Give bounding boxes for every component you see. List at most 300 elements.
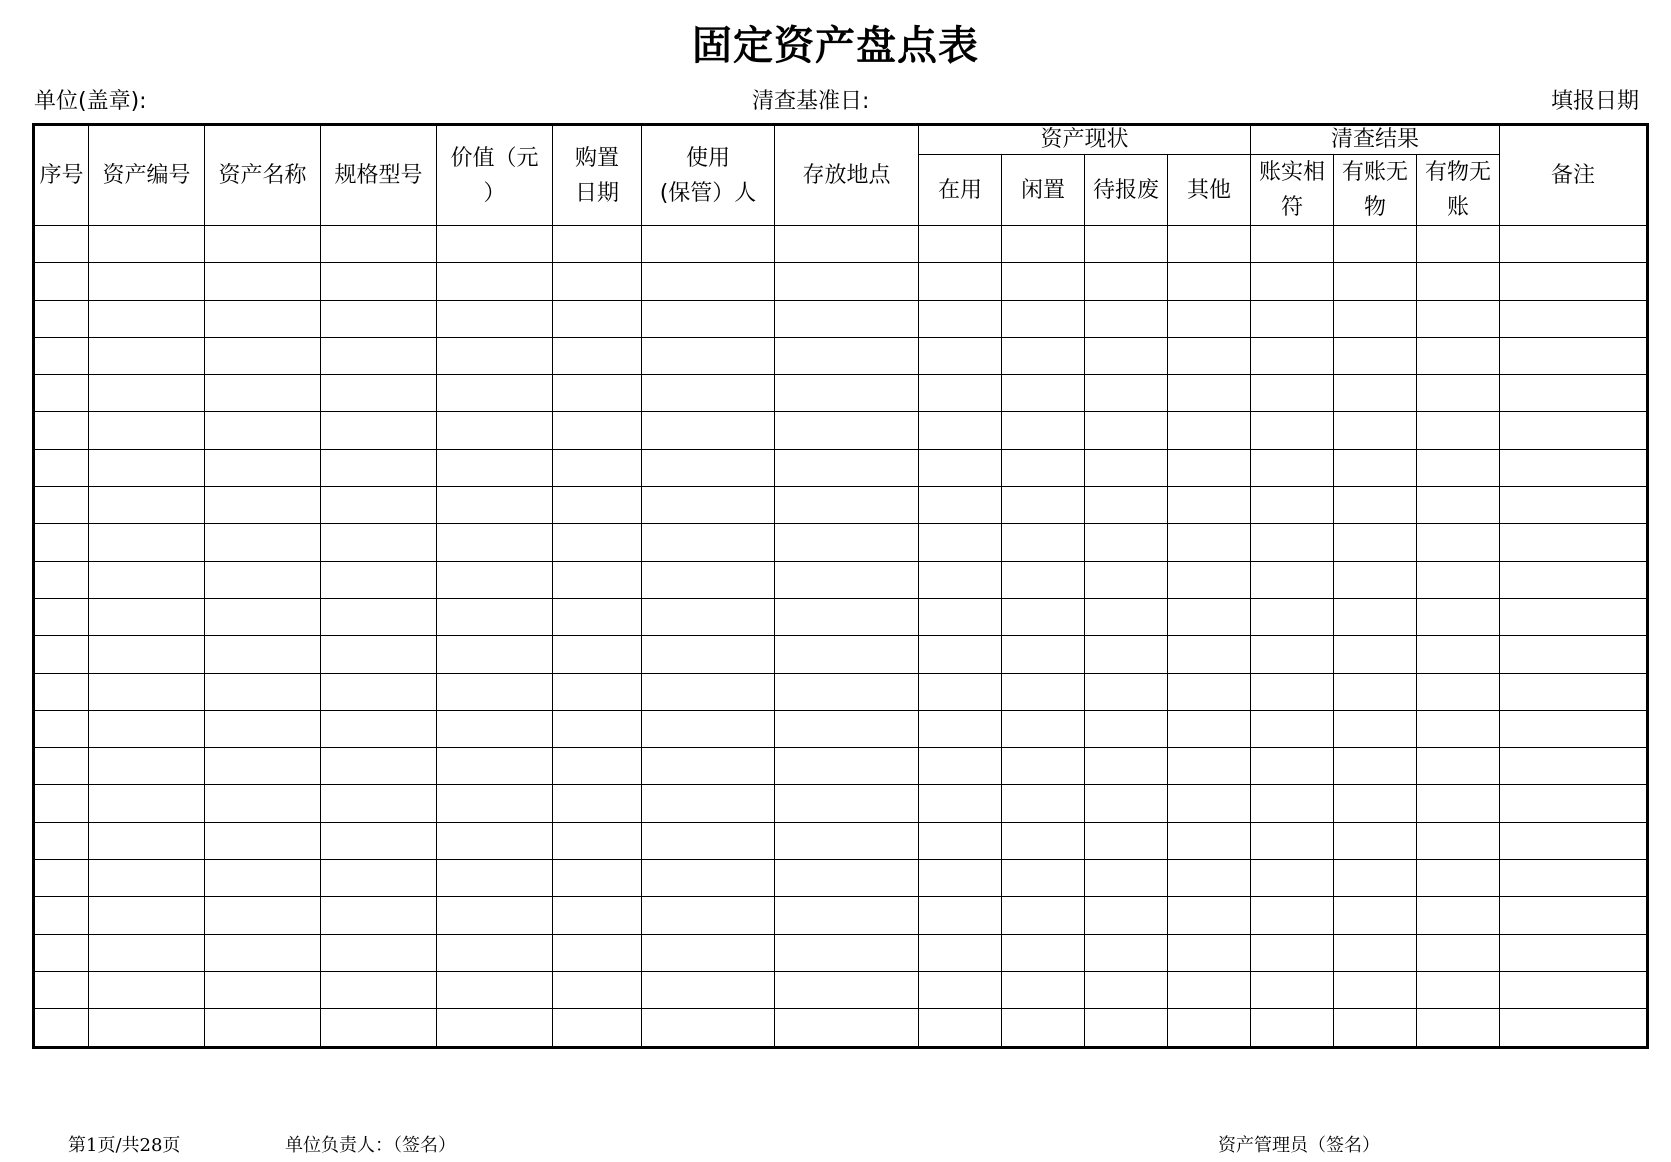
table-cell[interactable]	[321, 636, 437, 673]
table-cell[interactable]	[1334, 971, 1417, 1008]
table-cell[interactable]	[1002, 449, 1085, 486]
table-cell[interactable]	[34, 748, 89, 785]
table-cell[interactable]	[205, 748, 321, 785]
table-cell[interactable]	[34, 226, 89, 263]
table-cell[interactable]	[205, 673, 321, 710]
table-cell[interactable]	[1500, 822, 1648, 859]
table-cell[interactable]	[437, 449, 553, 486]
table-cell[interactable]	[1417, 822, 1500, 859]
table-cell[interactable]	[642, 1009, 775, 1047]
table-cell[interactable]	[1002, 487, 1085, 524]
table-cell[interactable]	[1085, 822, 1168, 859]
table-cell[interactable]	[553, 524, 642, 561]
table-cell[interactable]	[1002, 860, 1085, 897]
table-cell[interactable]	[919, 375, 1002, 412]
table-cell[interactable]	[775, 300, 919, 337]
table-cell[interactable]	[553, 636, 642, 673]
table-cell[interactable]	[553, 710, 642, 747]
table-cell[interactable]	[919, 636, 1002, 673]
table-cell[interactable]	[1251, 785, 1334, 822]
table-cell[interactable]	[321, 337, 437, 374]
table-cell[interactable]	[642, 860, 775, 897]
table-cell[interactable]	[642, 785, 775, 822]
table-cell[interactable]	[1334, 226, 1417, 263]
table-cell[interactable]	[553, 337, 642, 374]
table-cell[interactable]	[1085, 1009, 1168, 1047]
table-cell[interactable]	[1002, 300, 1085, 337]
table-cell[interactable]	[1417, 860, 1500, 897]
table-cell[interactable]	[553, 449, 642, 486]
table-cell[interactable]	[1085, 748, 1168, 785]
table-cell[interactable]	[1417, 971, 1500, 1008]
table-cell[interactable]	[437, 487, 553, 524]
table-cell[interactable]	[553, 897, 642, 934]
table-cell[interactable]	[553, 375, 642, 412]
table-cell[interactable]	[1500, 524, 1648, 561]
table-cell[interactable]	[1251, 673, 1334, 710]
table-cell[interactable]	[321, 300, 437, 337]
table-cell[interactable]	[1334, 449, 1417, 486]
table-cell[interactable]	[34, 524, 89, 561]
table-cell[interactable]	[34, 1009, 89, 1047]
table-cell[interactable]	[321, 822, 437, 859]
table-cell[interactable]	[919, 300, 1002, 337]
table-cell[interactable]	[642, 375, 775, 412]
table-cell[interactable]	[775, 598, 919, 635]
table-cell[interactable]	[205, 897, 321, 934]
table-cell[interactable]	[1002, 748, 1085, 785]
table-cell[interactable]	[321, 971, 437, 1008]
table-cell[interactable]	[437, 710, 553, 747]
table-cell[interactable]	[1002, 226, 1085, 263]
table-cell[interactable]	[642, 673, 775, 710]
table-cell[interactable]	[89, 710, 205, 747]
table-cell[interactable]	[553, 822, 642, 859]
table-cell[interactable]	[919, 822, 1002, 859]
table-cell[interactable]	[1168, 785, 1251, 822]
table-cell[interactable]	[1002, 897, 1085, 934]
table-cell[interactable]	[205, 822, 321, 859]
table-cell[interactable]	[34, 673, 89, 710]
table-cell[interactable]	[1417, 710, 1500, 747]
table-cell[interactable]	[775, 748, 919, 785]
table-cell[interactable]	[775, 785, 919, 822]
table-cell[interactable]	[89, 934, 205, 971]
table-cell[interactable]	[642, 971, 775, 1008]
table-cell[interactable]	[205, 300, 321, 337]
table-cell[interactable]	[205, 971, 321, 1008]
table-cell[interactable]	[919, 598, 1002, 635]
table-cell[interactable]	[642, 524, 775, 561]
table-cell[interactable]	[437, 263, 553, 300]
table-cell[interactable]	[553, 934, 642, 971]
table-cell[interactable]	[321, 673, 437, 710]
table-cell[interactable]	[919, 561, 1002, 598]
table-cell[interactable]	[321, 1009, 437, 1047]
table-cell[interactable]	[1002, 785, 1085, 822]
table-cell[interactable]	[1168, 673, 1251, 710]
table-cell[interactable]	[1251, 449, 1334, 486]
table-cell[interactable]	[1168, 226, 1251, 263]
table-cell[interactable]	[1002, 337, 1085, 374]
table-cell[interactable]	[205, 412, 321, 449]
table-cell[interactable]	[1168, 897, 1251, 934]
table-cell[interactable]	[1334, 412, 1417, 449]
table-cell[interactable]	[34, 636, 89, 673]
table-cell[interactable]	[919, 934, 1002, 971]
table-cell[interactable]	[1417, 300, 1500, 337]
table-cell[interactable]	[321, 710, 437, 747]
table-cell[interactable]	[89, 487, 205, 524]
table-cell[interactable]	[1251, 524, 1334, 561]
table-cell[interactable]	[1168, 934, 1251, 971]
table-cell[interactable]	[1417, 449, 1500, 486]
table-cell[interactable]	[437, 934, 553, 971]
table-cell[interactable]	[919, 971, 1002, 1008]
table-cell[interactable]	[553, 412, 642, 449]
table-cell[interactable]	[1085, 785, 1168, 822]
table-cell[interactable]	[919, 524, 1002, 561]
table-cell[interactable]	[89, 375, 205, 412]
table-cell[interactable]	[1251, 934, 1334, 971]
table-cell[interactable]	[205, 934, 321, 971]
table-cell[interactable]	[1085, 263, 1168, 300]
table-cell[interactable]	[89, 300, 205, 337]
table-cell[interactable]	[1417, 636, 1500, 673]
table-cell[interactable]	[1085, 710, 1168, 747]
table-cell[interactable]	[1085, 412, 1168, 449]
table-cell[interactable]	[89, 412, 205, 449]
table-cell[interactable]	[205, 785, 321, 822]
table-cell[interactable]	[321, 561, 437, 598]
table-cell[interactable]	[1168, 598, 1251, 635]
table-cell[interactable]	[1085, 934, 1168, 971]
table-cell[interactable]	[1334, 673, 1417, 710]
table-cell[interactable]	[553, 263, 642, 300]
table-cell[interactable]	[1334, 524, 1417, 561]
table-cell[interactable]	[1500, 897, 1648, 934]
table-cell[interactable]	[89, 524, 205, 561]
table-cell[interactable]	[1251, 860, 1334, 897]
table-cell[interactable]	[1002, 263, 1085, 300]
table-cell[interactable]	[1251, 1009, 1334, 1047]
table-cell[interactable]	[553, 487, 642, 524]
table-cell[interactable]	[205, 1009, 321, 1047]
table-cell[interactable]	[321, 785, 437, 822]
table-cell[interactable]	[1500, 710, 1648, 747]
table-cell[interactable]	[89, 673, 205, 710]
table-cell[interactable]	[1500, 636, 1648, 673]
table-cell[interactable]	[321, 524, 437, 561]
table-cell[interactable]	[775, 934, 919, 971]
table-cell[interactable]	[1500, 487, 1648, 524]
table-cell[interactable]	[1334, 897, 1417, 934]
table-cell[interactable]	[1085, 673, 1168, 710]
table-cell[interactable]	[1500, 449, 1648, 486]
table-cell[interactable]	[205, 860, 321, 897]
table-cell[interactable]	[1334, 487, 1417, 524]
table-cell[interactable]	[553, 226, 642, 263]
table-cell[interactable]	[321, 598, 437, 635]
table-cell[interactable]	[1168, 561, 1251, 598]
table-cell[interactable]	[321, 263, 437, 300]
table-cell[interactable]	[1085, 375, 1168, 412]
table-cell[interactable]	[775, 226, 919, 263]
table-cell[interactable]	[1168, 300, 1251, 337]
table-cell[interactable]	[1168, 822, 1251, 859]
table-cell[interactable]	[1500, 860, 1648, 897]
table-cell[interactable]	[1500, 412, 1648, 449]
table-cell[interactable]	[1334, 860, 1417, 897]
table-cell[interactable]	[34, 971, 89, 1008]
table-cell[interactable]	[1334, 748, 1417, 785]
table-cell[interactable]	[642, 487, 775, 524]
table-cell[interactable]	[437, 785, 553, 822]
table-cell[interactable]	[89, 636, 205, 673]
table-cell[interactable]	[775, 897, 919, 934]
table-cell[interactable]	[919, 449, 1002, 486]
table-cell[interactable]	[205, 487, 321, 524]
table-cell[interactable]	[919, 748, 1002, 785]
table-cell[interactable]	[919, 785, 1002, 822]
table-cell[interactable]	[321, 897, 437, 934]
table-cell[interactable]	[1168, 860, 1251, 897]
table-cell[interactable]	[321, 375, 437, 412]
table-cell[interactable]	[775, 561, 919, 598]
table-cell[interactable]	[89, 598, 205, 635]
table-cell[interactable]	[1417, 412, 1500, 449]
table-cell[interactable]	[1002, 375, 1085, 412]
table-cell[interactable]	[1002, 598, 1085, 635]
table-cell[interactable]	[642, 934, 775, 971]
table-cell[interactable]	[1251, 412, 1334, 449]
table-cell[interactable]	[1500, 300, 1648, 337]
table-cell[interactable]	[89, 971, 205, 1008]
table-cell[interactable]	[1085, 971, 1168, 1008]
table-cell[interactable]	[919, 860, 1002, 897]
table-cell[interactable]	[1002, 524, 1085, 561]
table-cell[interactable]	[553, 561, 642, 598]
table-cell[interactable]	[321, 748, 437, 785]
table-cell[interactable]	[775, 860, 919, 897]
table-cell[interactable]	[34, 860, 89, 897]
table-cell[interactable]	[1500, 375, 1648, 412]
table-cell[interactable]	[642, 226, 775, 263]
table-cell[interactable]	[1251, 748, 1334, 785]
table-cell[interactable]	[1417, 561, 1500, 598]
table-cell[interactable]	[1334, 561, 1417, 598]
table-cell[interactable]	[89, 449, 205, 486]
table-cell[interactable]	[89, 1009, 205, 1047]
table-cell[interactable]	[1334, 710, 1417, 747]
table-cell[interactable]	[437, 971, 553, 1008]
table-cell[interactable]	[642, 337, 775, 374]
table-cell[interactable]	[775, 449, 919, 486]
table-cell[interactable]	[321, 487, 437, 524]
table-cell[interactable]	[1085, 636, 1168, 673]
table-cell[interactable]	[34, 449, 89, 486]
table-cell[interactable]	[1251, 300, 1334, 337]
table-cell[interactable]	[437, 226, 553, 263]
table-cell[interactable]	[1085, 860, 1168, 897]
table-cell[interactable]	[553, 300, 642, 337]
table-cell[interactable]	[205, 337, 321, 374]
table-cell[interactable]	[437, 822, 553, 859]
table-cell[interactable]	[553, 785, 642, 822]
table-cell[interactable]	[1251, 561, 1334, 598]
table-cell[interactable]	[1168, 710, 1251, 747]
table-cell[interactable]	[34, 412, 89, 449]
table-cell[interactable]	[437, 300, 553, 337]
table-cell[interactable]	[775, 337, 919, 374]
table-cell[interactable]	[1500, 337, 1648, 374]
table-cell[interactable]	[34, 300, 89, 337]
table-cell[interactable]	[1085, 561, 1168, 598]
table-cell[interactable]	[553, 971, 642, 1008]
table-cell[interactable]	[205, 524, 321, 561]
table-cell[interactable]	[1168, 524, 1251, 561]
table-cell[interactable]	[1168, 636, 1251, 673]
table-cell[interactable]	[642, 561, 775, 598]
table-cell[interactable]	[437, 375, 553, 412]
table-cell[interactable]	[1417, 263, 1500, 300]
table-cell[interactable]	[775, 412, 919, 449]
table-cell[interactable]	[1334, 300, 1417, 337]
table-cell[interactable]	[437, 636, 553, 673]
table-cell[interactable]	[775, 487, 919, 524]
table-cell[interactable]	[1500, 748, 1648, 785]
table-cell[interactable]	[553, 1009, 642, 1047]
table-cell[interactable]	[642, 300, 775, 337]
table-cell[interactable]	[1168, 487, 1251, 524]
table-cell[interactable]	[1417, 897, 1500, 934]
table-cell[interactable]	[1500, 934, 1648, 971]
table-cell[interactable]	[1334, 375, 1417, 412]
table-cell[interactable]	[1417, 748, 1500, 785]
table-cell[interactable]	[1002, 822, 1085, 859]
table-cell[interactable]	[1417, 598, 1500, 635]
table-cell[interactable]	[34, 561, 89, 598]
table-cell[interactable]	[1500, 1009, 1648, 1047]
table-cell[interactable]	[775, 822, 919, 859]
table-cell[interactable]	[1500, 971, 1648, 1008]
table-cell[interactable]	[1168, 375, 1251, 412]
table-cell[interactable]	[437, 1009, 553, 1047]
table-cell[interactable]	[642, 897, 775, 934]
table-cell[interactable]	[1168, 748, 1251, 785]
table-cell[interactable]	[1500, 673, 1648, 710]
table-cell[interactable]	[1334, 263, 1417, 300]
table-cell[interactable]	[437, 598, 553, 635]
table-cell[interactable]	[34, 337, 89, 374]
table-cell[interactable]	[1168, 263, 1251, 300]
table-cell[interactable]	[775, 673, 919, 710]
table-cell[interactable]	[34, 710, 89, 747]
table-cell[interactable]	[1085, 598, 1168, 635]
table-cell[interactable]	[1002, 673, 1085, 710]
table-cell[interactable]	[89, 337, 205, 374]
table-cell[interactable]	[775, 636, 919, 673]
table-cell[interactable]	[1085, 337, 1168, 374]
table-cell[interactable]	[642, 636, 775, 673]
table-cell[interactable]	[1334, 598, 1417, 635]
table-cell[interactable]	[1334, 785, 1417, 822]
table-cell[interactable]	[1002, 412, 1085, 449]
table-cell[interactable]	[1251, 710, 1334, 747]
table-cell[interactable]	[34, 375, 89, 412]
table-cell[interactable]	[642, 710, 775, 747]
table-cell[interactable]	[642, 412, 775, 449]
table-cell[interactable]	[1002, 561, 1085, 598]
table-cell[interactable]	[1251, 897, 1334, 934]
table-cell[interactable]	[89, 860, 205, 897]
table-cell[interactable]	[919, 673, 1002, 710]
table-cell[interactable]	[34, 598, 89, 635]
table-cell[interactable]	[89, 263, 205, 300]
table-cell[interactable]	[1085, 897, 1168, 934]
table-cell[interactable]	[553, 673, 642, 710]
table-cell[interactable]	[205, 710, 321, 747]
table-cell[interactable]	[34, 263, 89, 300]
table-cell[interactable]	[89, 226, 205, 263]
table-cell[interactable]	[205, 636, 321, 673]
table-cell[interactable]	[1002, 636, 1085, 673]
table-cell[interactable]	[205, 226, 321, 263]
table-cell[interactable]	[553, 748, 642, 785]
table-cell[interactable]	[1002, 1009, 1085, 1047]
table-cell[interactable]	[642, 449, 775, 486]
table-cell[interactable]	[1500, 263, 1648, 300]
table-cell[interactable]	[1002, 971, 1085, 1008]
table-cell[interactable]	[1168, 449, 1251, 486]
table-cell[interactable]	[1251, 375, 1334, 412]
table-cell[interactable]	[1417, 1009, 1500, 1047]
table-cell[interactable]	[642, 748, 775, 785]
table-cell[interactable]	[1251, 822, 1334, 859]
table-cell[interactable]	[1251, 598, 1334, 635]
table-cell[interactable]	[34, 934, 89, 971]
table-cell[interactable]	[1251, 636, 1334, 673]
table-cell[interactable]	[642, 598, 775, 635]
table-cell[interactable]	[553, 598, 642, 635]
table-cell[interactable]	[1417, 375, 1500, 412]
table-cell[interactable]	[775, 375, 919, 412]
table-cell[interactable]	[437, 748, 553, 785]
table-cell[interactable]	[1002, 934, 1085, 971]
table-cell[interactable]	[1251, 487, 1334, 524]
table-cell[interactable]	[919, 337, 1002, 374]
table-cell[interactable]	[34, 897, 89, 934]
table-cell[interactable]	[437, 860, 553, 897]
table-cell[interactable]	[1251, 263, 1334, 300]
table-cell[interactable]	[1085, 449, 1168, 486]
table-cell[interactable]	[1168, 412, 1251, 449]
table-cell[interactable]	[89, 897, 205, 934]
table-cell[interactable]	[89, 561, 205, 598]
table-cell[interactable]	[775, 524, 919, 561]
table-cell[interactable]	[1334, 934, 1417, 971]
table-cell[interactable]	[1334, 337, 1417, 374]
table-cell[interactable]	[642, 263, 775, 300]
table-cell[interactable]	[1251, 226, 1334, 263]
table-cell[interactable]	[1085, 487, 1168, 524]
table-cell[interactable]	[89, 748, 205, 785]
table-cell[interactable]	[1251, 971, 1334, 1008]
table-cell[interactable]	[1002, 710, 1085, 747]
table-cell[interactable]	[437, 673, 553, 710]
table-cell[interactable]	[919, 487, 1002, 524]
table-cell[interactable]	[205, 449, 321, 486]
